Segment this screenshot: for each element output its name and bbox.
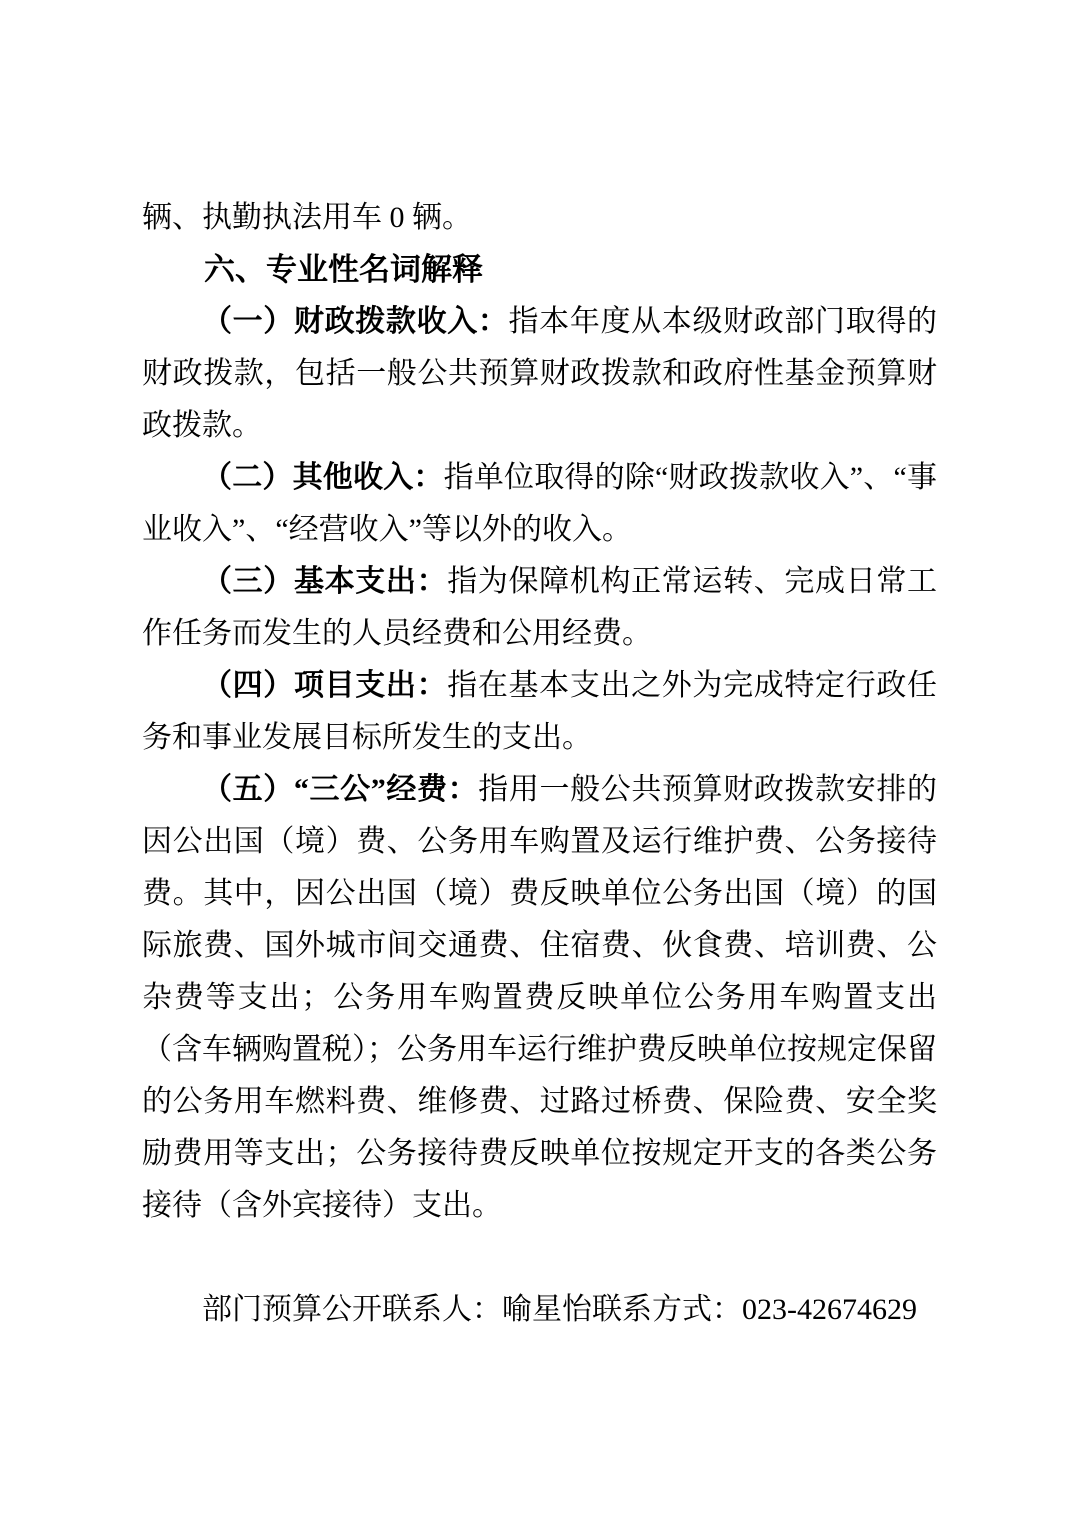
document-body <box>142 192 937 1336</box>
contact-line-text: 部门预算公开联系人：喻星怡联系方式：023-42674629 <box>202 1293 917 1326</box>
definition-label-2: （二）其他收入： <box>202 461 444 494</box>
definition-body-4: 指在基本支出之外为完成特定行政任务和事业发展目标所发生的支出。 <box>142 669 938 754</box>
intro-line-text: 辆、执勤执法用车 0 辆。 <box>142 201 472 234</box>
definition-paragraph-4 <box>142 660 937 764</box>
definition-body-5: 指用一般公共预算财政拨款安排的因公出国（境）费、公务用车购置及运行维护费、公务接待费。其中，因公出国（境）费反映单位公务出国（境）的国际旅费、国外城市间交通费、住宿费、伙食费、培训费、公杂费等支出；公务用车购置费反映单位公务用车购置支出（含车辆购置税）；公务用车运行维护费反映单位按规定保留的公务用车燃料费、维修费、过路过桥费、保险费、安全奖励费用等支出；公务接待费反映单位按规定开支的各类公务接待（含外宾接待）支出。 <box>142 773 937 1222</box>
definition-body-3: 指为保障机构正常运转、完成日常工作任务而发生的人员经费和公用经费。 <box>142 565 938 650</box>
definition-body-2: 指单位取得的除“财政拨款收入”、“事业收入”、“经营收入”等以外的收入。 <box>142 461 938 546</box>
definition-label-4: （四）项目支出： <box>202 669 448 702</box>
definition-paragraph-3 <box>142 556 937 660</box>
definition-label-1: （一）财政拨款收入： <box>202 305 509 338</box>
definition-label-3: （三）基本支出： <box>202 565 448 598</box>
definition-paragraph-1 <box>142 296 937 452</box>
definition-label-5: （五）“三公”经费： <box>202 773 479 806</box>
contact-line <box>142 1284 937 1336</box>
definition-paragraph-2 <box>142 452 937 556</box>
section-heading: 六、专业性名词解释 <box>204 252 483 287</box>
intro-paragraph <box>142 192 937 244</box>
definition-paragraph-5 <box>142 764 937 1232</box>
definition-body-1: 指本年度从本级财政部门取得的财政拨款，包括一般公共预算财政拨款和政府性基金预算财政拨款。 <box>142 305 938 442</box>
